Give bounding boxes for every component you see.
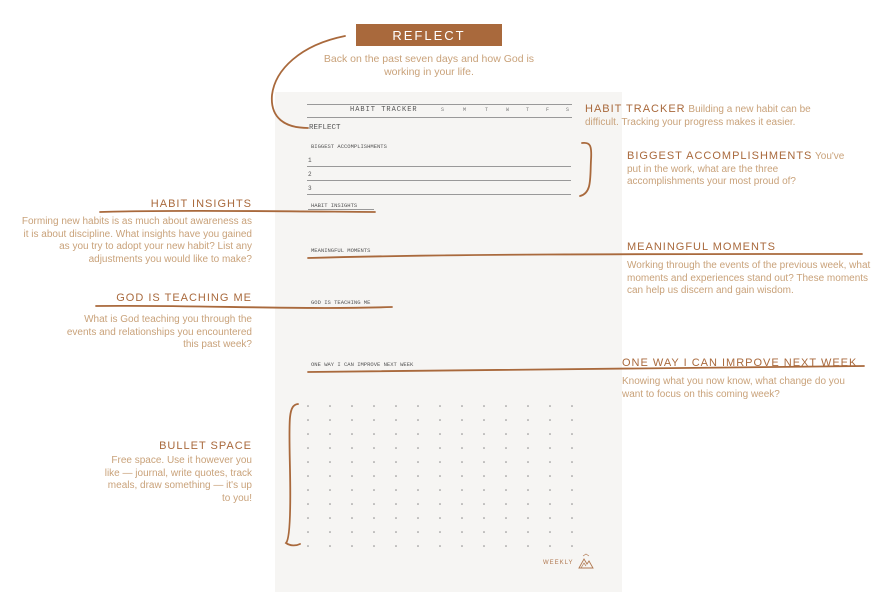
grid-dot xyxy=(549,517,551,519)
journal-improve-label: ONE WAY I CAN IMPROVE NEXT WEEK xyxy=(311,361,414,368)
grid-dot xyxy=(417,489,419,491)
grid-dot xyxy=(395,461,397,463)
grid-dot xyxy=(461,517,463,519)
habit-tracker-title: HABIT TRACKER xyxy=(350,106,418,114)
grid-dot xyxy=(527,475,529,477)
grid-dot xyxy=(329,531,331,533)
grid-dot xyxy=(549,545,551,547)
weekly-footer-label: WEEKLY xyxy=(543,560,574,566)
grid-dot xyxy=(505,433,507,435)
grid-dot xyxy=(417,419,419,421)
habit-tracker-row xyxy=(307,104,572,118)
grid-dot xyxy=(571,447,573,449)
grid-dot xyxy=(483,503,485,505)
grid-dot xyxy=(417,503,419,505)
grid-dot xyxy=(549,503,551,505)
god-teaching-annotation-title: GOD IS TEACHING ME xyxy=(116,292,252,304)
grid-dot xyxy=(505,517,507,519)
grid-dot xyxy=(483,545,485,547)
grid-dot xyxy=(417,405,419,407)
grid-dot xyxy=(571,433,573,435)
grid-dot xyxy=(549,531,551,533)
grid-dot xyxy=(351,475,353,477)
grid-dot xyxy=(527,489,529,491)
grid-dot xyxy=(461,419,463,421)
grid-dot xyxy=(351,545,353,547)
grid-dot xyxy=(527,447,529,449)
grid-dot xyxy=(483,447,485,449)
habit-tracker-annotation-text: Building a new habit can be difficult. Tracking your progress makes it easier. xyxy=(585,104,811,128)
grid-dot xyxy=(329,419,331,421)
grid-dot xyxy=(351,419,353,421)
journal-god-teaching-label: GOD IS TEACHING ME xyxy=(311,299,371,306)
grid-dot xyxy=(373,419,375,421)
grid-dot xyxy=(329,475,331,477)
grid-dot xyxy=(505,405,507,407)
day-label: W xyxy=(506,107,510,113)
grid-dot xyxy=(329,489,331,491)
grid-dot xyxy=(549,489,551,491)
grid-dot xyxy=(527,433,529,435)
day-label: S xyxy=(441,107,445,113)
accomplishment-number: 1 xyxy=(308,157,312,164)
grid-dot xyxy=(329,447,331,449)
grid-dot xyxy=(505,475,507,477)
grid-dot xyxy=(461,447,463,449)
grid-dot xyxy=(483,405,485,407)
grid-dot xyxy=(307,419,309,421)
grid-dot xyxy=(329,433,331,435)
grid-dot xyxy=(307,517,309,519)
grid-dot xyxy=(307,475,309,477)
grid-dot xyxy=(461,475,463,477)
grid-dot xyxy=(527,405,529,407)
improve-annotation-text: Knowing what you now know, what change do you want to focus on this coming week? xyxy=(622,376,845,400)
accomplishment-line xyxy=(307,168,571,181)
reflect-banner: REFLECT xyxy=(356,24,502,46)
grid-dot xyxy=(461,433,463,435)
grid-dot xyxy=(571,517,573,519)
grid-dot xyxy=(439,503,441,505)
grid-dot xyxy=(505,419,507,421)
bullet-space-annotation-title: BULLET SPACE xyxy=(159,440,252,452)
grid-dot xyxy=(439,405,441,407)
grid-dot xyxy=(417,531,419,533)
grid-dot xyxy=(351,461,353,463)
grid-dot xyxy=(439,475,441,477)
grid-dot xyxy=(395,531,397,533)
grid-dot xyxy=(329,545,331,547)
grid-dot xyxy=(395,489,397,491)
grid-dot xyxy=(395,447,397,449)
grid-dot xyxy=(307,503,309,505)
grid-dot xyxy=(439,419,441,421)
bullet-dot-grid xyxy=(300,400,582,552)
accomplishments-annotation xyxy=(627,150,857,189)
grid-dot xyxy=(483,517,485,519)
grid-dot xyxy=(329,517,331,519)
grid-dot xyxy=(461,405,463,407)
grid-dot xyxy=(527,419,529,421)
mountain-logo-icon xyxy=(578,553,594,569)
grid-dot xyxy=(373,447,375,449)
day-label: M xyxy=(463,107,467,113)
grid-dot xyxy=(505,531,507,533)
day-label: F xyxy=(546,107,550,113)
day-label: T xyxy=(526,107,530,113)
grid-dot xyxy=(329,405,331,407)
grid-dot xyxy=(439,545,441,547)
grid-dot xyxy=(351,489,353,491)
grid-dot xyxy=(549,447,551,449)
grid-dot xyxy=(351,405,353,407)
habit-tracker-annotation xyxy=(585,103,835,129)
reflect-subtitle: Back on the past seven days and how God is working in your life. xyxy=(323,53,535,78)
meaningful-moments-annotation-title: MEANINGFUL MOMENTS xyxy=(627,241,776,253)
journal-reflect-label: REFLECT xyxy=(309,124,341,132)
accomplishment-number: 3 xyxy=(308,185,312,192)
grid-dot xyxy=(571,419,573,421)
grid-dot xyxy=(329,461,331,463)
grid-dot xyxy=(461,461,463,463)
grid-dot xyxy=(395,433,397,435)
grid-dot xyxy=(439,489,441,491)
grid-dot xyxy=(373,489,375,491)
grid-dot xyxy=(505,503,507,505)
accomplishment-number: 2 xyxy=(308,171,312,178)
grid-dot xyxy=(483,475,485,477)
grid-dot xyxy=(373,405,375,407)
grid-dot xyxy=(373,433,375,435)
grid-dot xyxy=(417,475,419,477)
bullet-space-annotation-text: Free space. Use it however you like — journal, write quotes, track meals, draw something — it's up to you! xyxy=(104,455,252,504)
grid-dot xyxy=(527,531,529,533)
grid-dot xyxy=(395,405,397,407)
grid-dot xyxy=(373,503,375,505)
grid-dot xyxy=(373,517,375,519)
grid-dot xyxy=(527,545,529,547)
accomplishments-label: BIGGEST ACCOMPLISHMENTS xyxy=(311,143,387,150)
grid-dot xyxy=(417,517,419,519)
grid-dot xyxy=(461,531,463,533)
grid-dot xyxy=(505,545,507,547)
grid-dot xyxy=(395,419,397,421)
grid-dot xyxy=(571,531,573,533)
grid-dot xyxy=(395,475,397,477)
accomplishment-line xyxy=(307,154,571,167)
grid-dot xyxy=(505,461,507,463)
grid-dot xyxy=(307,531,309,533)
grid-dot xyxy=(571,475,573,477)
grid-dot xyxy=(417,461,419,463)
grid-dot xyxy=(483,489,485,491)
grid-dot xyxy=(351,447,353,449)
day-label: T xyxy=(485,107,489,113)
god-teaching-annotation-text: What is God teaching you through the events and relationships you encountered this past week? xyxy=(66,314,252,350)
grid-dot xyxy=(373,475,375,477)
grid-dot xyxy=(549,405,551,407)
grid-dot xyxy=(571,405,573,407)
grid-dot xyxy=(549,461,551,463)
grid-dot xyxy=(439,447,441,449)
grid-dot xyxy=(571,461,573,463)
grid-dot xyxy=(417,447,419,449)
grid-dot xyxy=(439,517,441,519)
grid-dot xyxy=(395,503,397,505)
grid-dot xyxy=(351,503,353,505)
grid-dot xyxy=(549,475,551,477)
grid-dot xyxy=(395,545,397,547)
grid-dot xyxy=(307,447,309,449)
grid-dot xyxy=(461,489,463,491)
grid-dot xyxy=(307,405,309,407)
grid-dot xyxy=(351,531,353,533)
habit-insights-annotation-text: Forming new habits is as much about awareness as it is about discipline. What insights have you gained as you try to adopt your new habit? List any adjustments you would like to make? xyxy=(21,216,252,265)
journal-habit-insights-label: HABIT INSIGHTS xyxy=(311,202,358,209)
grid-dot xyxy=(307,545,309,547)
grid-dot xyxy=(307,489,309,491)
day-label: S xyxy=(566,107,570,113)
grid-dot xyxy=(417,545,419,547)
accomplishments-annotation-title: BIGGEST ACCOMPLISHMENTS xyxy=(627,150,813,162)
grid-dot xyxy=(483,433,485,435)
journal-meaningful-moments-label: MEANINGFUL MOMENTS xyxy=(311,247,371,254)
grid-dot xyxy=(439,531,441,533)
grid-dot xyxy=(395,517,397,519)
grid-dot xyxy=(373,545,375,547)
grid-dot xyxy=(571,503,573,505)
grid-dot xyxy=(329,503,331,505)
grid-dot xyxy=(549,433,551,435)
grid-dot xyxy=(373,531,375,533)
grid-dot xyxy=(439,461,441,463)
grid-dot xyxy=(505,489,507,491)
grid-dot xyxy=(373,461,375,463)
meaningful-moments-annotation-text: Working through the events of the previous week, what moments and experiences stand out? These moments can help us discern and gain wisdom. xyxy=(627,260,871,296)
grid-dot xyxy=(307,461,309,463)
grid-dot xyxy=(307,433,309,435)
grid-dot xyxy=(483,419,485,421)
grid-dot xyxy=(527,461,529,463)
grid-dot xyxy=(483,461,485,463)
grid-dot xyxy=(461,503,463,505)
grid-dot xyxy=(483,531,485,533)
grid-dot xyxy=(505,447,507,449)
grid-dot xyxy=(417,433,419,435)
improve-annotation-title: ONE WAY I CAN IMRPOVE NEXT WEEK xyxy=(622,357,858,369)
grid-dot xyxy=(527,503,529,505)
grid-dot xyxy=(571,489,573,491)
grid-dot xyxy=(461,545,463,547)
habit-tracker-annotation-title: HABIT TRACKER xyxy=(585,103,686,115)
accomplishments-annotation-text: You've put in the work, what are the three accomplishments your most proud of? xyxy=(627,151,845,187)
accomplishment-line xyxy=(307,182,571,195)
grid-dot xyxy=(527,517,529,519)
grid-dot xyxy=(549,419,551,421)
grid-dot xyxy=(351,517,353,519)
grid-dot xyxy=(439,433,441,435)
grid-dot xyxy=(351,433,353,435)
grid-dot xyxy=(571,545,573,547)
habit-insights-annotation-title: HABIT INSIGHTS xyxy=(150,198,252,210)
